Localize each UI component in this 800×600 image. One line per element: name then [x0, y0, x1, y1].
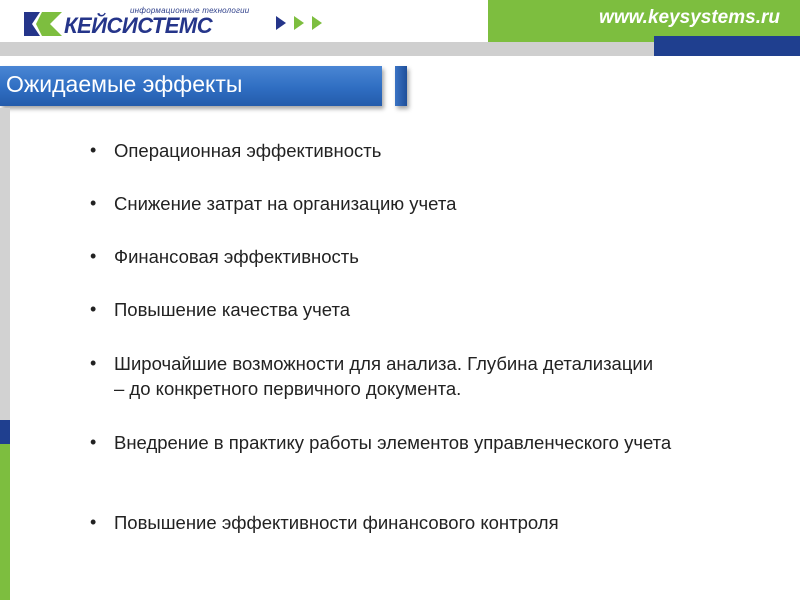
header-grey-stripe: [0, 42, 654, 56]
site-url[interactable]: www.keysystems.ru: [599, 7, 780, 28]
list-item-text: Широчайшие возможности для анализа. Глубина детализации – до конкретного первичного документа.: [114, 353, 654, 399]
title-bar: [0, 66, 382, 106]
page-title: Ожидаемые эффекты: [6, 71, 243, 97]
list-item: [88, 244, 359, 269]
list-item-text: Повышение качества учета: [114, 299, 351, 320]
list-item: [88, 297, 350, 322]
side-stripe-green: [0, 444, 10, 600]
bullet-icon: •: [90, 512, 97, 532]
chevron-right-icon: [276, 16, 286, 30]
company-logo: [22, 6, 252, 38]
arrow-decoration: [274, 14, 330, 32]
list-item: [88, 430, 754, 455]
list-item: [88, 351, 654, 401]
title-accent: [395, 66, 407, 106]
side-stripe-grey: [0, 108, 10, 420]
bullet-icon: •: [90, 140, 97, 160]
bullet-icon: •: [90, 246, 97, 266]
list-item-text: Операционная эффективность: [114, 140, 382, 161]
chevron-right-icon: [294, 16, 304, 30]
list-item: [88, 191, 456, 216]
side-stripe-blue: [0, 420, 10, 444]
bullet-icon: •: [90, 299, 97, 319]
list-item-text: Финансовая эффективность: [114, 246, 359, 267]
logo-name: КЕЙСИСТЕМС: [64, 13, 213, 38]
list-item-text: Повышение эффективности финансового контроля: [114, 512, 559, 533]
list-item-text: Снижение затрат на организацию учета: [114, 193, 457, 214]
logo-tagline: информационные технологии: [130, 6, 250, 15]
list-item: [88, 510, 559, 535]
bullet-icon: •: [90, 193, 97, 213]
bullet-icon: •: [90, 353, 97, 373]
list-item: [88, 138, 381, 163]
logo-mark-icon: [22, 10, 64, 38]
chevron-right-icon: [312, 16, 322, 30]
bullet-icon: •: [90, 432, 97, 452]
header-blue-block: [654, 36, 800, 56]
header: [0, 0, 800, 58]
list-item-text: Внедрение в практику работы элементов управленческого учета: [114, 432, 672, 453]
